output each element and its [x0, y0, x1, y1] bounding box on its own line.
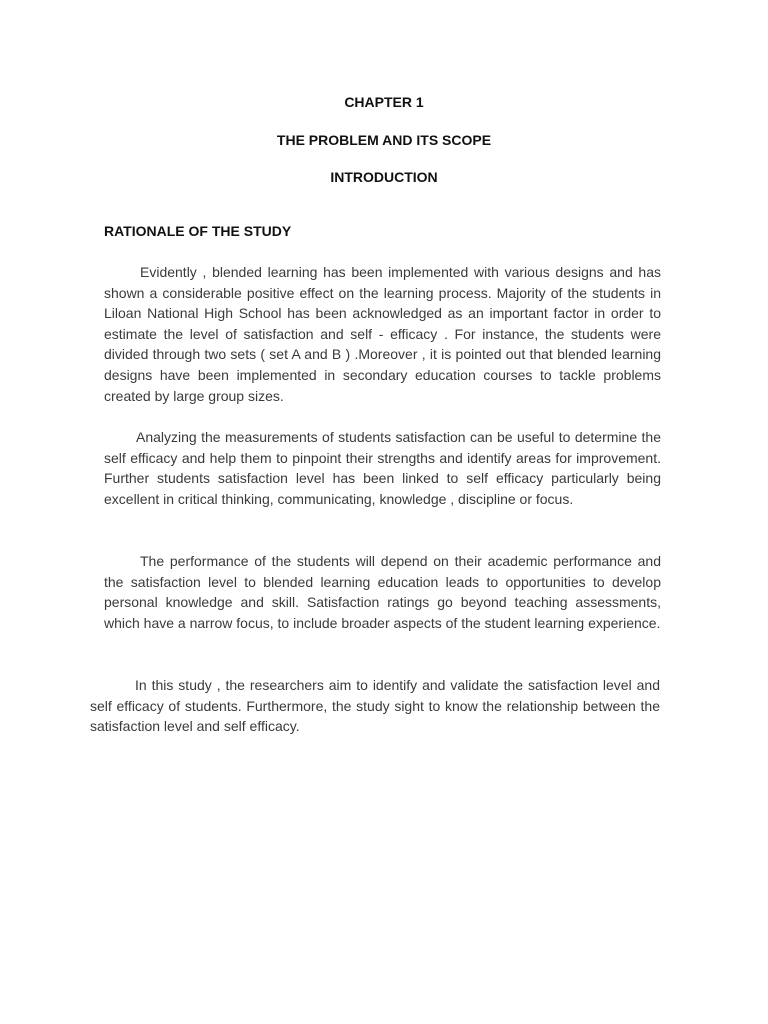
paragraph-2: Analyzing the measurements of students satisfaction can be useful to determine the self efficacy and help them to pinpoint their strengths and identify areas for improvement. Further students satisfaction level has been linked to self efficacy particularly being excellent in critical thinking, communicating, knowledge , discipline or focus. — [104, 429, 661, 507]
chapter-label: CHAPTER 1 — [344, 94, 424, 110]
chapter-title: THE PROBLEM AND ITS SCOPE — [276, 132, 492, 148]
paragraph-3: The performance of the students will depend on their academic performance and the satisfaction level to blended learning education leads to opportunities to develop personal knowledge and skill. Satisfaction ratings go beyond teaching assessments, which have a narrow focus, to include broader aspects of the student learning experience. — [104, 553, 661, 631]
section-heading-rationale: RATIONALE OF THE STUDY — [104, 223, 292, 239]
introduction-heading: INTRODUCTION — [330, 169, 438, 185]
paragraph-1: Evidently , blended learning has been implemented with various designs and has shown a considerable positive effect on the learning process. Majority of the students in Liloan National High School has been acknowledged as an important factor in order to estimate the level of satisfaction and self - efficacy . For instance, the students were divided through two sets ( set A and B ) .Moreover , it is pointed out that blended learning designs have been implemented in secondary education courses to tackle problems created by large group sizes. — [104, 264, 661, 404]
paragraph-4: In this study , the researchers aim to identify and validate the satisfaction level and self efficacy of students. Furthermore, the study sight to know the relationship between the satisfaction level and self efficacy. — [90, 677, 660, 735]
